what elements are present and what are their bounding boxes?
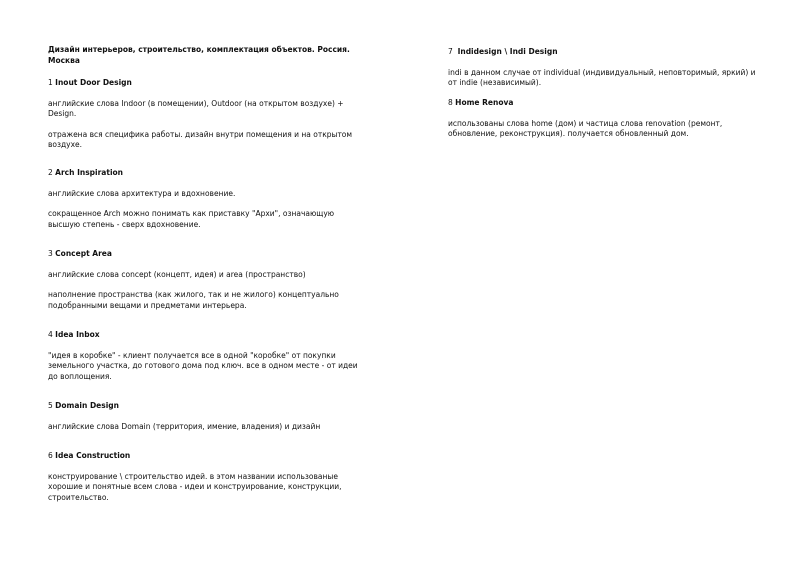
item-number: 1 bbox=[48, 78, 53, 87]
list-item bbox=[48, 168, 358, 230]
item-name: Indidesign \ Indi Design bbox=[457, 47, 558, 56]
item-paragraph: "идея в коробке" - клиент получается все в одной "коробке" от покупки земельного участка, до готового дома под ключ. все в одном месте - от идеи до воплощения. bbox=[48, 350, 358, 381]
item-paragraph: отражена вся специфика работы. дизайн внутри помещения и на открытом воздухе. bbox=[48, 129, 353, 149]
item-paragraph: использованы слова home (дом) и частица слова renovation (ремонт, обновление, реконструкция). получается обновленный дом. bbox=[448, 118, 723, 138]
item-paragraph: indi в данном случае от individual (индивидуальный, неповторимый, яркий) и от indie (независимый). bbox=[448, 67, 756, 87]
item-heading bbox=[448, 47, 758, 58]
item-heading bbox=[48, 78, 358, 89]
item-heading bbox=[48, 249, 358, 260]
item-paragraph: наполнение пространства (как жилого, так и не жилого) концептуально подобранными вещами и предметами интерьера. bbox=[48, 290, 339, 310]
item-number: 5 bbox=[48, 401, 53, 410]
item-paragraph: конструирование \ строительство идей. в этом названии использованые хорошие и понятные всем слова - идеи и конструирование, конструкции, строительство. bbox=[48, 471, 342, 502]
item-number: 7 bbox=[448, 47, 453, 56]
item-heading bbox=[48, 451, 358, 462]
item-name: Home Renova bbox=[455, 98, 514, 107]
item-name: Inout Door Design bbox=[55, 78, 132, 87]
list-item bbox=[48, 401, 358, 432]
item-paragraph: английские слова Domain (территория, имение, владения) и дизайн bbox=[48, 421, 321, 431]
item-paragraph: английские слова concept (концепт, идея) и area (пространство) bbox=[48, 269, 306, 279]
list-item bbox=[448, 98, 758, 140]
page-title: Дизайн интерьеров, строительство, комплектация объектов. Россия. Москва bbox=[48, 45, 350, 65]
item-name: Arch Inspiration bbox=[55, 168, 124, 177]
item-heading bbox=[48, 330, 358, 341]
item-paragraph: английские слова Indoor (в помещении), Outdoor (на открытом воздухе) + Design. bbox=[48, 98, 344, 118]
item-heading bbox=[448, 98, 758, 109]
item-number: 4 bbox=[48, 330, 53, 339]
item-heading bbox=[48, 401, 358, 412]
item-name: Concept Area bbox=[55, 249, 112, 258]
item-number: 2 bbox=[48, 168, 53, 177]
list-item bbox=[448, 47, 758, 89]
item-heading bbox=[48, 168, 358, 179]
item-number: 3 bbox=[48, 249, 53, 258]
item-paragraph: сокращенное Arch можно понимать как приставку "Архи", означающую высшую степень - сверх вдохновение. bbox=[48, 209, 335, 229]
list-item bbox=[48, 330, 358, 382]
item-number: 6 bbox=[48, 451, 53, 460]
item-paragraph: английские слова архитектура и вдохновение. bbox=[48, 188, 236, 198]
list-item bbox=[48, 451, 358, 503]
item-name: Idea Inbox bbox=[55, 330, 100, 339]
list-item bbox=[48, 249, 358, 311]
item-number: 8 bbox=[448, 98, 453, 107]
item-name: Idea Construction bbox=[55, 451, 131, 460]
item-name: Domain Design bbox=[55, 401, 120, 410]
list-item bbox=[48, 78, 358, 151]
